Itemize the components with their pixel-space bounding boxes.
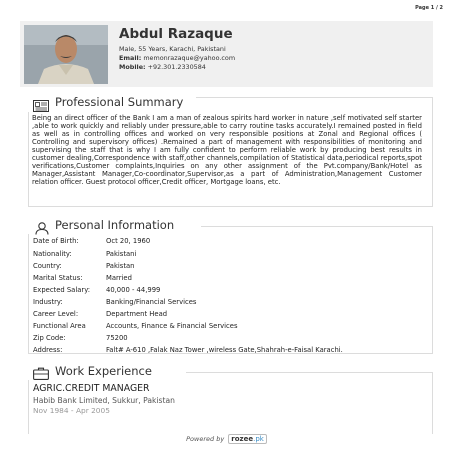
pi-label: Expected Salary:	[33, 286, 91, 294]
pi-value: Falt# A-610 ,Falak Naz Tower ,wireless Gate,Shahrah-e-Faisal Karachi.	[106, 346, 343, 354]
pi-label: Date of Birth:	[33, 237, 79, 245]
summary-title: Professional Summary	[55, 95, 184, 109]
briefcase-icon	[33, 365, 49, 384]
pi-value: Accounts, Finance & Financial Services	[106, 322, 238, 330]
page-number: Page 1 / 2	[415, 5, 443, 11]
email-label: Email:	[119, 54, 142, 62]
pi-value: 40,000 - 44,999	[106, 286, 161, 294]
pi-value: Oct 20, 1960	[106, 237, 151, 245]
pi-label: Zip Code:	[33, 334, 66, 342]
powered-by-text: Powered by	[186, 435, 225, 443]
job-dates: Nov 1984 - Apr 2005	[33, 406, 110, 415]
brand-name: rozee	[231, 435, 254, 443]
pi-value: Pakistan	[106, 262, 135, 270]
pi-label: Address:	[33, 346, 63, 354]
pi-value: Department Head	[106, 310, 168, 318]
pi-value: Pakistani	[106, 250, 137, 258]
demographics: Male, 55 Years, Karachi, Pakistani	[119, 45, 226, 53]
pi-label: Marital Status:	[33, 274, 83, 282]
mobile-value: +92.301.2330584	[147, 63, 206, 71]
pi-label: Career Level:	[33, 310, 79, 318]
summary-text: Being an direct officer of the Bank I am a man of zealous spirits hard worker in nature ,self motivated self starter ,able to work quickly and reliably under pressure,able to carry routine tasks accurately.I remained posted in field as well as in controlling offices and worked on very responsible positions at Zonal and Regional offices ( Controlling and supervisory offices) .Remained a part of management with responsibilities of monitoring and supervising the staff that is why I am fully confident to perform reliable work by producing best results in customer dealing,Correspondence with staff,other channels,compilation of Statistical data,periodical reports,spot verifications,Customer complaints,Inquiries on any other assignment of the Pvt.company/Bank/Hotel as Manager,Assistant Manager,Co-coordinator,Supervisor,as a part of Administration,Management Customer relation officer. Guest protocol officer,Credit officer, Mortgage loans, etc.	[32, 114, 422, 187]
job-title: AGRIC.CREDIT MANAGER	[33, 383, 150, 394]
mobile-label: Mobile:	[119, 63, 146, 71]
pi-label: Functional Area	[33, 322, 86, 330]
rozee-logo[interactable]	[228, 434, 267, 444]
pi-value: 75200	[106, 334, 128, 342]
mobile-line	[119, 63, 206, 71]
profile-photo	[24, 25, 108, 84]
job-company: Habib Bank Limited, Sukkur, Pakistan	[33, 396, 175, 405]
pi-value: Banking/Financial Services	[106, 298, 197, 306]
pi-label: Nationality:	[33, 250, 72, 258]
candidate-name: Abdul Razaque	[119, 26, 233, 42]
email-line	[119, 54, 235, 62]
pi-value: Married	[106, 274, 132, 282]
experience-title: Work Experience	[55, 364, 152, 378]
email-value[interactable]: memonrazaque@yahoo.com	[143, 54, 236, 62]
pi-label: Country:	[33, 262, 62, 270]
personal-title: Personal Information	[55, 218, 175, 232]
brand-suffix: .pk	[253, 435, 264, 443]
pi-label: Industry:	[33, 298, 63, 306]
footer	[0, 434, 453, 444]
